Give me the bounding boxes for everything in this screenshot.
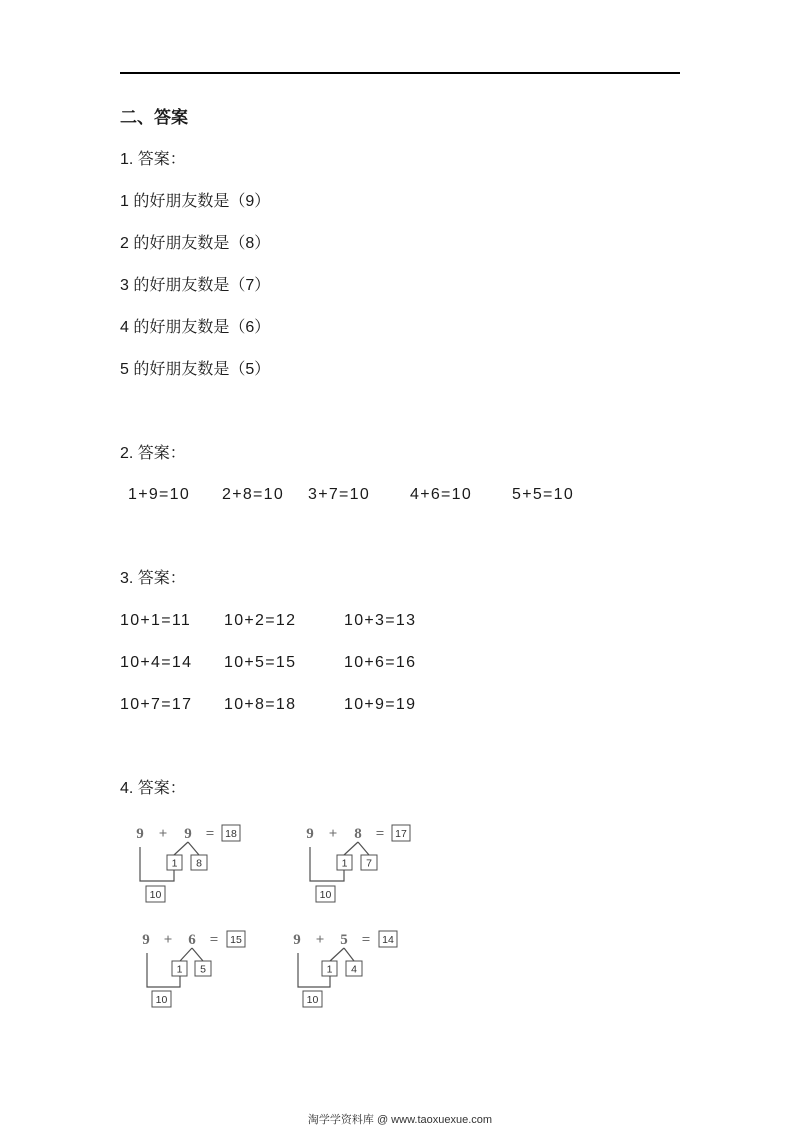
part-value-second: 8 <box>196 857 202 870</box>
q2-label: 2. 答案： <box>120 445 186 462</box>
ten-value: 10 <box>149 889 162 901</box>
ten-box <box>146 886 165 902</box>
q3-equation: 10+2=12 <box>224 612 297 629</box>
ten-value: 10 <box>319 889 332 901</box>
make-ten-connector <box>298 953 330 987</box>
top-rule <box>120 72 680 74</box>
result-box <box>222 825 240 841</box>
equals-sign: = <box>209 932 219 948</box>
result-box <box>227 931 245 947</box>
part-box-first <box>337 855 352 870</box>
section-title: 二、答案 <box>120 108 188 127</box>
make-ten-connector <box>140 847 174 881</box>
split-branch <box>344 842 369 855</box>
part-value-second: 7 <box>366 857 372 870</box>
addend-second: 8 <box>354 826 362 842</box>
addend-first: 9 <box>142 932 150 948</box>
q3-equation: 10+6=16 <box>344 654 417 671</box>
addend-second: 5 <box>340 932 348 948</box>
part-box-second <box>346 961 362 976</box>
q2-equation: 1+9=10 <box>128 486 191 503</box>
ten-value: 10 <box>155 994 168 1006</box>
plus-sign: + <box>158 826 168 842</box>
result-box <box>392 825 410 841</box>
result-value: 15 <box>230 934 242 946</box>
q3-equation: 10+3=13 <box>344 612 417 629</box>
q3-equation: 10+5=15 <box>224 654 297 671</box>
part-value-second: 4 <box>351 963 357 976</box>
q1-line: 4 的好朋友数是（6） <box>120 319 271 336</box>
result-box <box>379 931 397 947</box>
part-box-second <box>191 855 207 870</box>
q4-label: 4. 答案： <box>120 780 186 797</box>
ten-box <box>303 991 322 1007</box>
q1-line: 2 的好朋友数是（8） <box>120 235 271 252</box>
q1-line: 1 的好朋友数是（9） <box>120 193 271 210</box>
make-ten-diagram <box>306 825 410 902</box>
addend-second: 9 <box>184 826 192 842</box>
q1-line: 3 的好朋友数是（7） <box>120 277 271 294</box>
plus-sign: + <box>328 826 338 842</box>
equals-sign: = <box>375 826 385 842</box>
result-value: 14 <box>382 934 394 946</box>
ten-box <box>152 991 171 1007</box>
plus-sign: + <box>163 932 173 948</box>
q2-equation: 3+7=10 <box>308 486 371 503</box>
q3-equation: 10+9=19 <box>344 696 417 713</box>
q1-label: 1. 答案： <box>120 151 186 168</box>
make-ten-diagram <box>142 931 245 1007</box>
part-box-first <box>322 961 337 976</box>
page-footer: 淘学学资料库 @ www.taoxuexue.com <box>307 1114 493 1126</box>
make-ten-connector <box>147 953 180 987</box>
make-ten-diagram <box>136 825 240 902</box>
part-value-second: 5 <box>200 963 206 976</box>
q3-equation: 10+7=17 <box>120 696 193 713</box>
part-value-first: 1 <box>326 963 333 976</box>
addend-first: 9 <box>293 932 301 948</box>
equals-sign: = <box>205 826 215 842</box>
part-value-first: 1 <box>341 857 348 870</box>
split-branch <box>174 842 199 855</box>
part-value-first: 1 <box>171 857 178 870</box>
q1-line: 5 的好朋友数是（5） <box>120 361 271 378</box>
addend-first: 9 <box>306 826 314 842</box>
part-box-second <box>195 961 211 976</box>
split-branch <box>330 948 354 961</box>
addend-second: 6 <box>188 932 196 948</box>
part-box-second <box>361 855 377 870</box>
result-value: 18 <box>225 828 237 840</box>
make-ten-connector <box>310 847 344 881</box>
split-branch <box>180 948 203 961</box>
addend-first: 9 <box>136 826 144 842</box>
plus-sign: + <box>315 932 325 948</box>
q3-equation: 10+8=18 <box>224 696 297 713</box>
q2-equation: 4+6=10 <box>410 486 473 503</box>
q3-label: 3. 答案： <box>120 570 186 587</box>
part-box-first <box>167 855 182 870</box>
q3-equation: 10+4=14 <box>120 654 193 671</box>
q2-equation: 2+8=10 <box>222 486 285 503</box>
ten-box <box>316 886 335 902</box>
part-box-first <box>172 961 187 976</box>
make-ten-diagram <box>293 931 397 1007</box>
part-value-first: 1 <box>176 963 183 976</box>
equals-sign: = <box>361 932 371 948</box>
result-value: 17 <box>395 828 407 840</box>
q2-equation: 5+5=10 <box>512 486 575 503</box>
q3-equation: 10+1=11 <box>120 612 192 629</box>
ten-value: 10 <box>306 994 319 1006</box>
